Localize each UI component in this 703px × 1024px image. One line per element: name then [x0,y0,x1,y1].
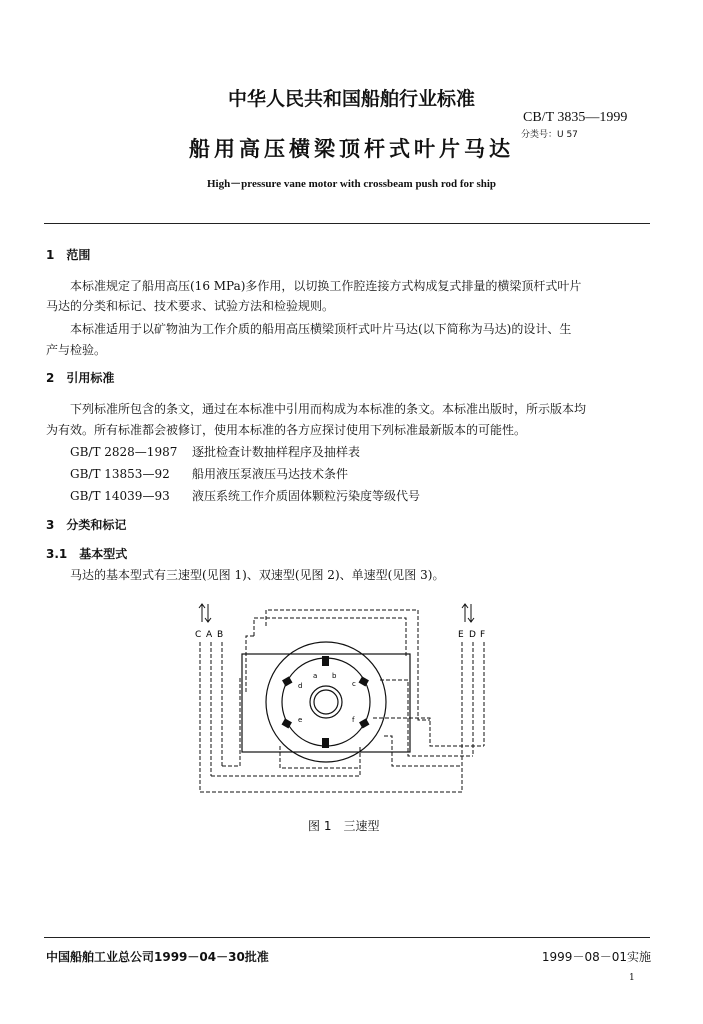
classification-code: 分类号：U 57 [521,130,578,140]
right-port-label: E [458,630,464,640]
rotor-port-label: d [298,682,303,690]
reference-title: 船用液压泵液压马达技术条件 [192,467,349,481]
approval-date: 中国船舶工业总公司1999－04－30批准 [46,950,269,964]
section-2-paragraph-cont: 为有效。所有标准都会被修订，使用本标准的各方应探讨使用下列标准最新版本的可能性。 [46,423,527,437]
left-port-label: B [217,630,224,640]
section-1-paragraph-2-cont: 产与检验。 [46,343,107,357]
reference-title: 逐批检查计数抽样程序及抽样表 [192,445,361,459]
effective-date: 1999－08－01实施 [541,950,651,964]
reference-code: GB/T 13853—92 [70,467,170,481]
rotor-port-label: c [352,680,356,688]
section-1-paragraph-1: 本标准规定了船用高压(16 MPa)多作用，以切换工作腔连接方式构成复式排量的横梁顶杆式叶片 [70,279,582,293]
section-3-1-paragraph: 马达的基本型式有三速型(见图 1)、双速型(见图 2)、单速型(见图 3)。 [70,568,445,582]
section-3-1-heading: 3.1 基本型式 [46,547,128,561]
document-title: 船用高压横梁顶杆式叶片马达 [189,137,514,161]
section-2-paragraph: 下列标准所包含的条文，通过在本标准中引用而构成为本标准的条文。本标准出版时，所示版本均 [70,402,587,416]
rotor-port-label: a [313,672,318,680]
section-2-heading: 2 引用标准 [46,371,115,385]
figure-1-caption: 图 1 三速型 [308,819,380,833]
rotor-port-label: b [332,672,337,680]
footer-divider [44,937,650,938]
reference-code: GB/T 14039—93 [70,489,170,503]
section-1-heading: 1 范围 [46,248,91,262]
rotor-port-label: f [352,716,355,724]
document-title-en: High－pressure vane motor with crossbeam push rod for ship [206,178,497,190]
standard-code: CB/T 3835—1999 [523,110,628,125]
section-1-paragraph-2: 本标准适用于以矿物油为工作介质的船用高压横梁顶杆式叶片马达(以下简称为马达)的设计、生 [70,322,572,336]
page-number: 1 [629,973,635,983]
left-port-label: C [195,630,202,640]
left-port-label: A [206,630,213,640]
figure-1-diagram [180,596,520,800]
org-title: 中华人民共和国船舶行业标准 [227,88,475,110]
section-1-paragraph-1-cont: 马达的分类和标记、技术要求、试验方法和检验规则。 [46,299,335,313]
section-3-heading: 3 分类和标记 [46,518,127,532]
right-port-label: F [480,630,486,640]
rotor-port-label: e [298,716,303,724]
right-port-label: D [469,630,476,640]
header-divider [44,223,650,224]
reference-title: 液压系统工作介质固体颗粒污染度等级代号 [192,489,421,503]
reference-code: GB/T 2828—1987 [70,445,178,459]
